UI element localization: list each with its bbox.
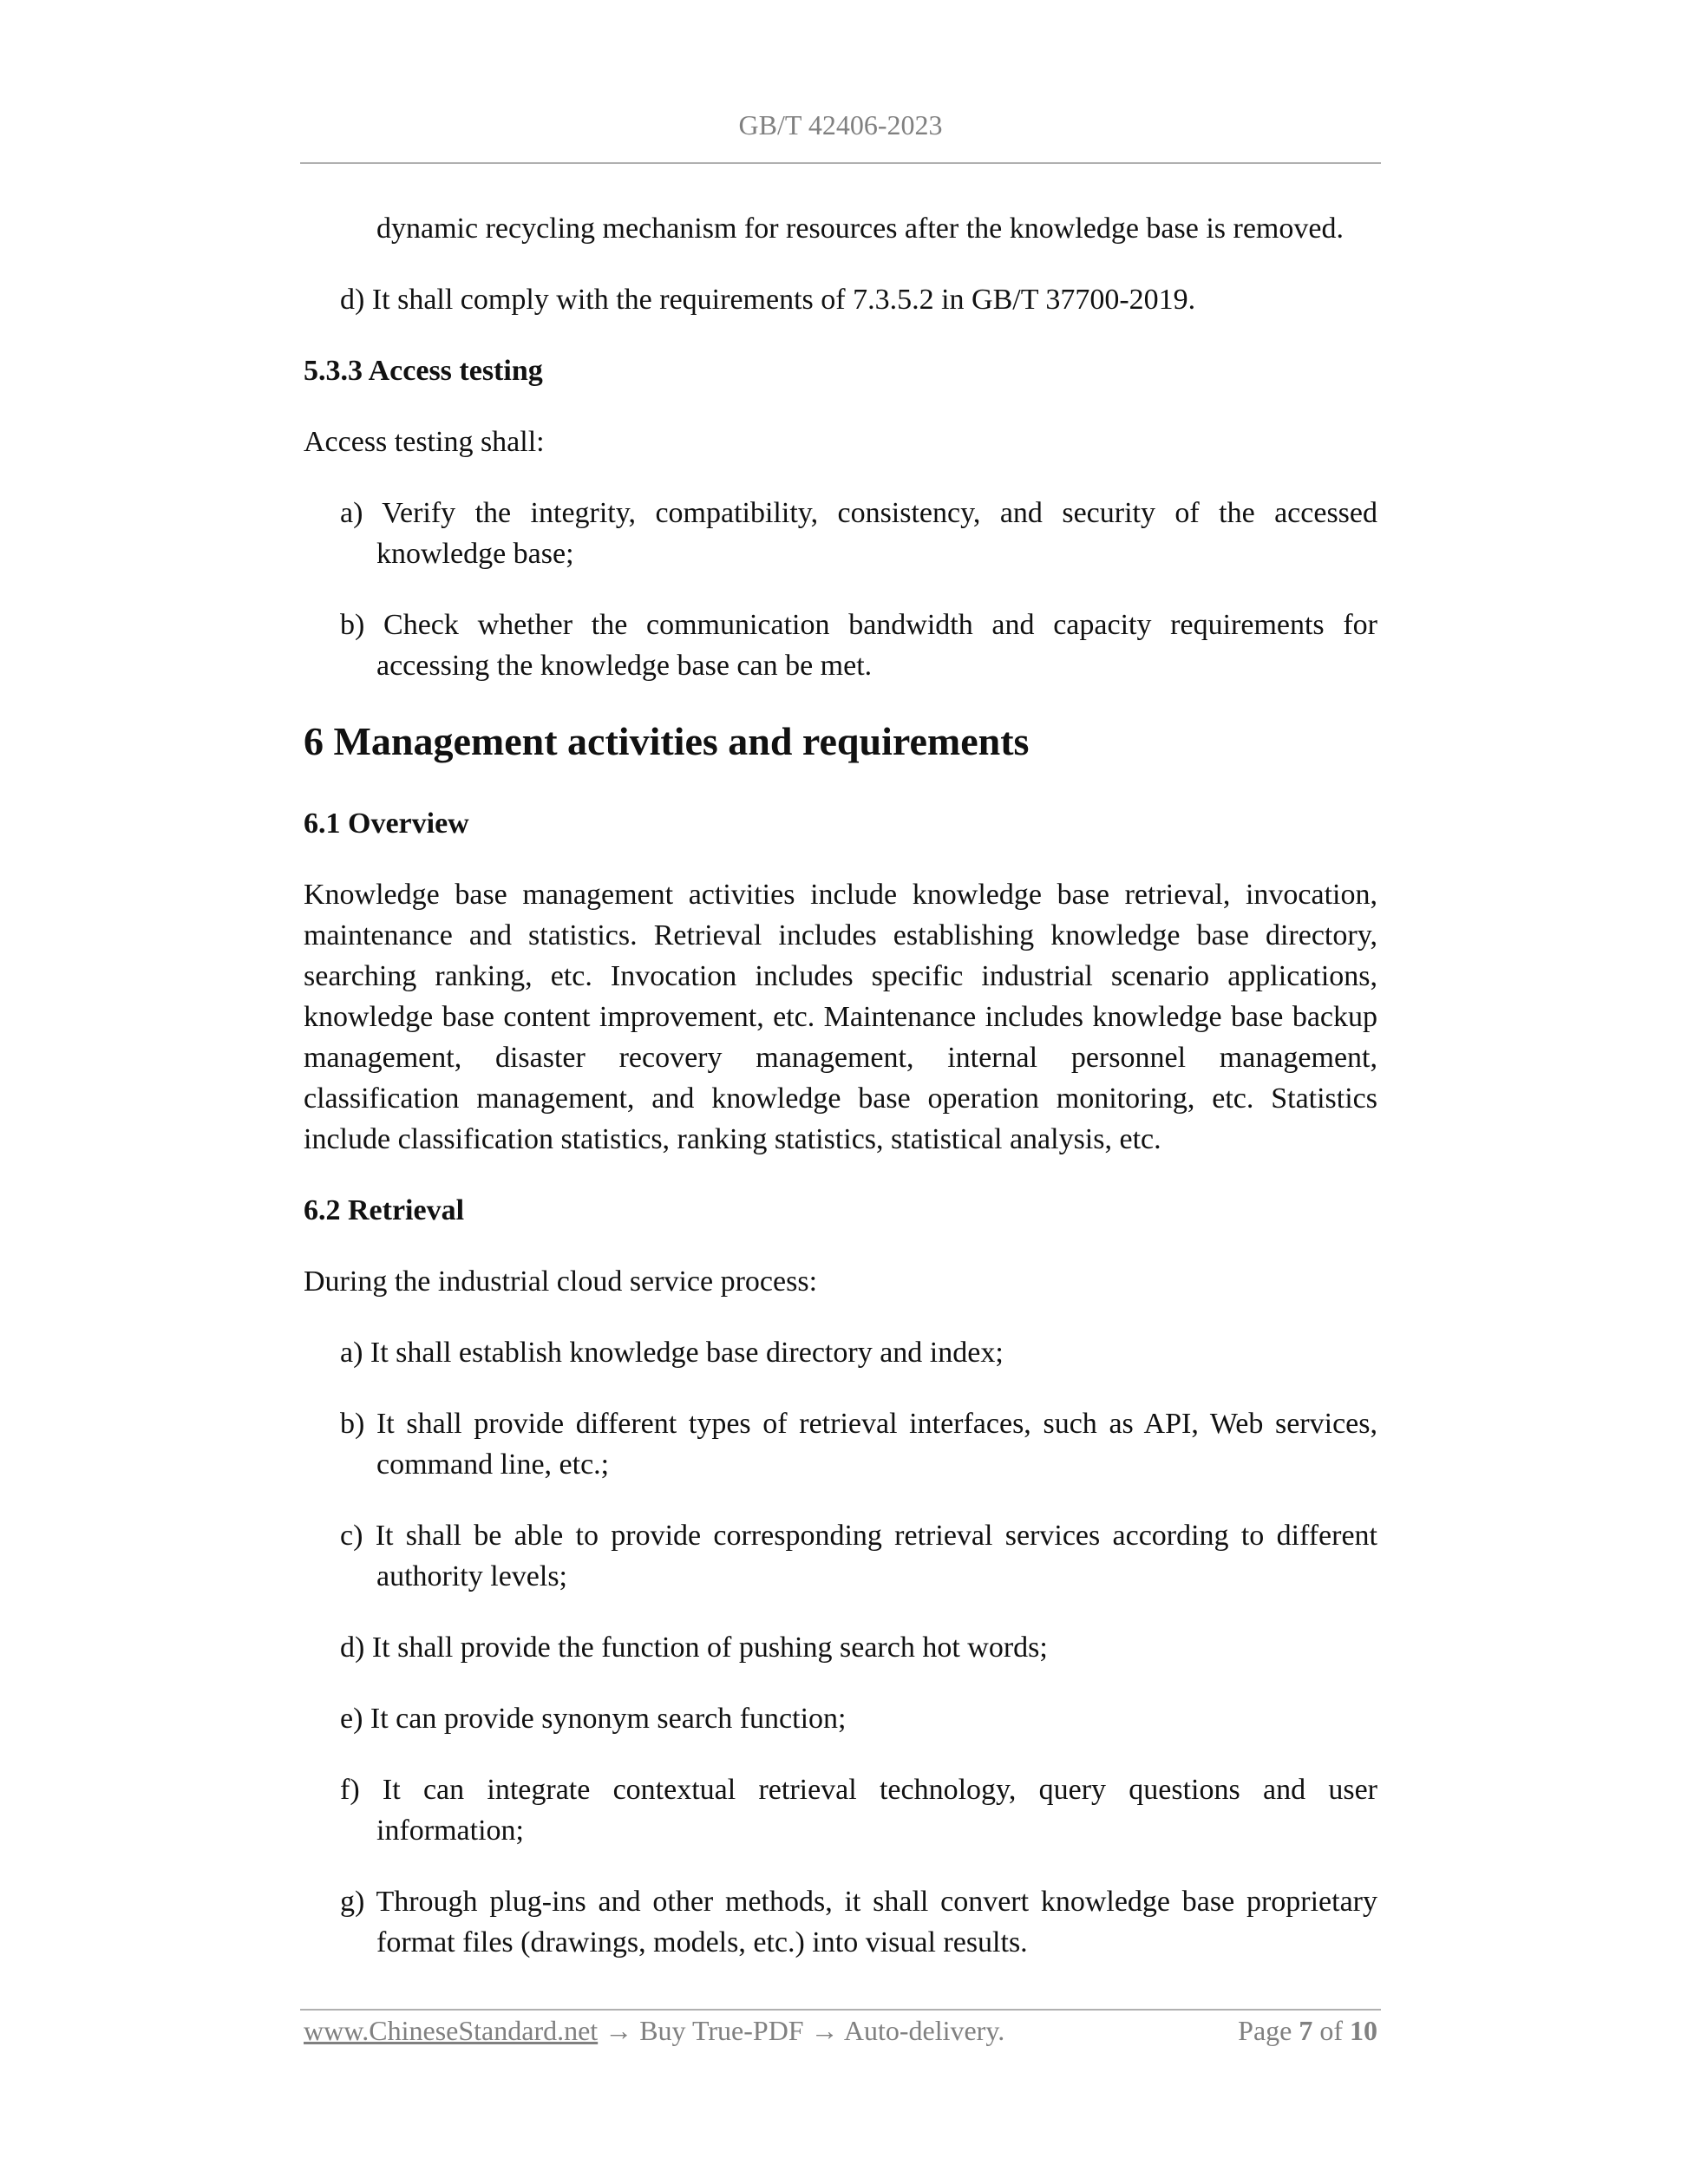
arrow-right-icon: → (605, 2015, 633, 2046)
auto-delivery-text: Auto-delivery. (843, 2015, 1005, 2046)
chapter-heading-6: 6 Management activities and requirements (304, 719, 1030, 763)
retrieval-list-item: c) It shall be able to provide corresponding retrieval services according to different authority levels; (340, 1520, 1377, 1592)
section-heading-6-1: 6.1 Overview (304, 808, 469, 840)
paragraph-continuation: dynamic recycling mechanism for resources after the knowledge base is removed. (376, 213, 1344, 245)
access-list-item-a: a) Verify the integrity, compatibility, consistency, and security of the accessed knowledge base; (340, 497, 1377, 570)
page-label: Page (1238, 2015, 1292, 2046)
retrieval-list-item: b) It shall provide different types of retrieval interfaces, such as API, Web services, command line, etc.; (340, 1408, 1377, 1481)
site-link[interactable]: www.ChineseStandard.net (304, 2015, 599, 2046)
access-list-item-b: b) Check whether the communication bandwidth and capacity requirements for accessing the knowledge base can be met. (340, 609, 1377, 682)
retrieval-list-item: a) It shall establish knowledge base directory and index; (340, 1337, 1004, 1369)
list-item-d: d) It shall comply with the requirements of 7.3.5.2 in GB/T 37700-2019. (340, 284, 1196, 316)
of-label: of (1319, 2015, 1343, 2046)
total-pages: 10 (1350, 2015, 1377, 2046)
retrieval-list-item: e) It can provide synonym search function; (340, 1703, 847, 1735)
retrieval-list-item: f) It can integrate contextual retrieval technology, query questions and user information; (340, 1774, 1377, 1847)
section-heading-5-3-3: 5.3.3 Access testing (304, 355, 543, 387)
header-divider (300, 162, 1381, 164)
page-content (304, 208, 1377, 1993)
paragraph-overview: Knowledge base management activities include knowledge base retrieval, invocation, maintenance and statistics. Retrieval includes establishing knowledge base directory, searching ranking, etc. Invocation includes specific industrial scenario applications, knowledge base content improvement, etc. Maintenance includes knowledge base backup management, disaster recovery management, internal personnel management, classification management, and knowledge base operation monitoring, etc. Statistics include classification statistics, ranking statistics, statistical analysis, etc. (304, 879, 1377, 1155)
buy-true-pdf-text: Buy True-PDF (639, 2015, 804, 2046)
current-page: 7 (1299, 2015, 1313, 2046)
page-number (1238, 2011, 1377, 2050)
arrow-right-icon: → (810, 2015, 839, 2046)
retrieval-list-item: g) Through plug-ins and other methods, it shall convert knowledge base proprietary format files (drawings, models, etc.) into visual results. (340, 1886, 1377, 1958)
section-heading-6-2: 6.2 Retrieval (304, 1194, 465, 1226)
paragraph-access-intro: Access testing shall: (304, 426, 545, 458)
footer-promo (304, 2011, 1004, 2050)
retrieval-list-item: d) It shall provide the function of pushing search hot words; (340, 1631, 1048, 1664)
paragraph-retrieval-intro: During the industrial cloud service process: (304, 1265, 818, 1298)
document-id-header: GB/T 42406-2023 (738, 109, 943, 141)
